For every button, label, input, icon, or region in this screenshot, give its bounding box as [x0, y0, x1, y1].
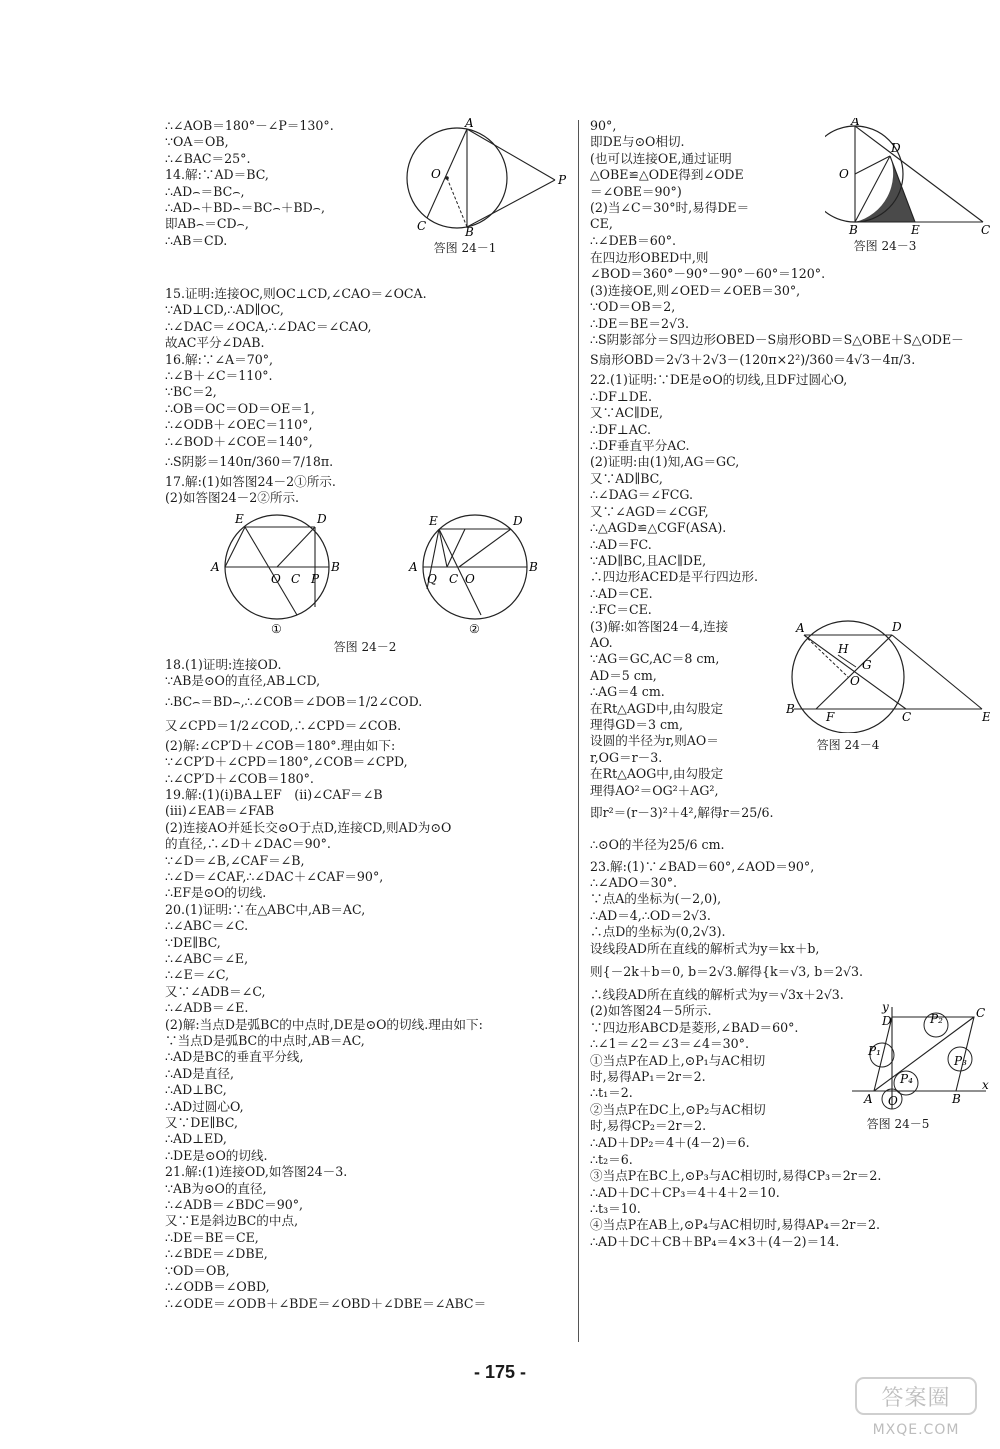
text-line: (3)连接OE,则∠OED＝∠OEB＝30°, — [590, 282, 801, 298]
text-line: (2)如答图24－2②所示. — [165, 490, 300, 506]
text-line: 故AC平分∠DAB. — [165, 335, 265, 351]
text-line: ∴DF⊥AC. — [590, 421, 651, 437]
figure-caption: 答图 24－5 — [866, 1116, 930, 1131]
figure-label: E — [429, 513, 438, 528]
figure-24-3-diagram — [825, 118, 990, 234]
text-line: (2)解:当点D是弧BC的中点时,DE是⊙O的切线.理由如下: — [165, 1016, 483, 1032]
text-line: ∴四边形ACED是平行四边形. — [590, 569, 758, 585]
text-line: 又∵AD∥BC, — [590, 470, 663, 486]
text-line: 14.解:∵AD＝BC, — [165, 167, 269, 183]
text-line: ∴AD⊥BC, — [165, 1082, 227, 1098]
text-line: ∴AD＝FC. — [590, 536, 652, 552]
text-line: 又∵∠AGD＝∠CGF, — [590, 503, 709, 519]
text-line: ∴AD⌢＝BC⌢, — [165, 183, 245, 199]
figure-label: P — [558, 173, 567, 187]
text-line: ∴t₂＝6. — [590, 1151, 633, 1167]
figure-caption: 答图 24－2 — [333, 640, 397, 655]
text-line: ∴AD⌢＋BD⌢＝BC⌢＋BD⌢, — [165, 200, 325, 216]
right-column — [590, 118, 990, 1250]
text-line: ∴t₃＝10. — [590, 1201, 641, 1216]
text-line: ∵AG＝GC,AC＝8 cm, — [590, 651, 720, 667]
text-line: 的直径,∴∠D＋∠DAC＝90°. — [165, 836, 331, 852]
text-line: ∴∠DAC＝∠OCA,∴∠DAC＝∠CAO, — [165, 318, 372, 334]
answer-block-22-3 — [590, 619, 790, 827]
text-line: (3)解:如答图24－4,连接 — [590, 618, 729, 634]
figure-label: A — [864, 1092, 873, 1107]
text-line: ∴∠D＝∠CAF,∴∠DAC＋∠CAF＝90°, — [165, 868, 384, 884]
text-line: (2)如答图24－5所示. — [590, 1003, 712, 1019]
text-line: ∴EF是⊙O的切线. — [165, 885, 267, 901]
text-line: ∴AB＝CD. — [165, 232, 228, 248]
text-line: ∴DE＝BE＝CE, — [165, 1229, 259, 1245]
answer-blocks-18-21 — [165, 657, 570, 1312]
text-line: ∴∠ODB＝∠OBD, — [165, 1279, 270, 1295]
figure-caption: 答图 24－4 — [816, 737, 880, 752]
text-line: ④当点P在AB上,⊙P₄与AC相切时,易得AP₄＝2r＝2. — [590, 1217, 881, 1233]
figure-label: P₁ — [868, 1044, 881, 1059]
text-line: 22.(1)证明:∵DE是⊙O的切线,且DF过圆心O, — [590, 372, 848, 388]
text-line: 21.解:(1)连接OD,如答图24－3. — [165, 1164, 348, 1180]
text-line: ∴AG＝4 cm. — [590, 684, 665, 700]
text-line: ∴∠ADO＝30°. — [590, 874, 678, 890]
watermark-logo — [850, 1372, 990, 1442]
text-line: ∴AD＋DC＋CP₃＝4＋4＋2＝10. — [590, 1184, 780, 1200]
text-line: ∵当点D是弧BC的中点时,AB＝AC, — [165, 1033, 365, 1048]
text-line: ∴∠AOB＝180°－∠P＝130°. — [165, 118, 334, 133]
text-line: 15.证明:连接OC,则OC⊥CD,∠CAO＝∠OCA. — [165, 286, 427, 301]
text-line: ∴∠CP′D＋∠COB＝180°. — [165, 770, 314, 786]
watermark-url: MXQE.COM — [872, 1422, 960, 1438]
text-line: ∴S阴影部分＝S四边形OBED－S扇形OBD＝S△OBE＋S△ODE－ — [590, 332, 964, 348]
figure-label: Q — [427, 571, 437, 586]
figure-label: H — [838, 641, 849, 656]
figure-label: B — [465, 225, 474, 236]
figure-label: G — [862, 657, 872, 672]
text-line: 设线段AD所在直线的解析式为y＝kx＋b, — [590, 940, 820, 956]
text-line: 即r²＝(r－3)²＋4²,解得r＝25/6. — [590, 805, 774, 820]
text-line: 在Rt△AOG中,由勾股定 — [590, 766, 724, 782]
answer-block-21-22 — [590, 250, 990, 619]
text-line: ∵AB是⊙O的直径,AB⊥CD, — [165, 673, 321, 689]
text-line: ∴线段AD所在直线的解析式为y＝√3x＋2√3. — [590, 986, 844, 1002]
page-number: - 175 - — [473, 1362, 527, 1382]
figure-label: B — [529, 559, 538, 574]
text-line: ①当点P在AD上,⊙P₁与AC相切 — [590, 1052, 766, 1068]
text-line: ∠BOD＝360°－90°－90°－60°＝120°. — [590, 266, 826, 282]
text-line: r,OG＝r－3. — [590, 749, 663, 765]
text-line: ∴∠BAC＝25°. — [165, 150, 251, 166]
text-line: ∵BC＝2, — [165, 384, 217, 400]
watermark-title: 答案圈 — [881, 1386, 951, 1411]
text-line: (2)解:∠CP′D＋∠COB＝180°.理由如下: — [165, 737, 396, 753]
text-line: ∵四边形ABCD是菱形,∠BAD＝60°. — [590, 1019, 799, 1035]
figure-label: C — [976, 1006, 986, 1021]
figure-label: D — [882, 1014, 892, 1029]
text-line: 理得AO²＝OG²＋AG², — [590, 782, 719, 798]
text-line: ∴DE＝BE＝2√3. — [590, 315, 689, 331]
text-line: AO. — [590, 634, 613, 650]
text-line: ∴AD是BC的垂直平分线, — [165, 1049, 304, 1065]
text-line: 在四边形OBED中,则 — [590, 250, 709, 265]
text-line: 又∠CPD＝1/2∠COD,∴∠CPD＝∠COB. — [165, 717, 402, 733]
text-line: 即DE与⊙O相切. — [590, 134, 685, 150]
text-line: (2)当∠C＝30°时,易得DE＝ — [590, 200, 750, 216]
text-line: ∴AD＋DC＋CB＋BP₄＝4×3＋(4－2)＝14. — [590, 1233, 840, 1249]
text-line: ∴FC＝CE. — [590, 602, 652, 618]
text-line: ∴∠DEB＝60°. — [590, 232, 677, 248]
text-line: 90°, — [590, 118, 617, 133]
text-line: ∴∠ADB＝∠BDC＝90°, — [165, 1197, 304, 1213]
figure-label: B — [952, 1092, 961, 1107]
figure-label: C — [981, 223, 990, 234]
text-line: 则{－2k＋b＝0, b＝2√3.解得{k＝√3, b＝2√3. — [590, 963, 863, 979]
figure-label: B — [849, 223, 858, 234]
column-divider — [578, 120, 579, 1342]
figure-label: P₂ — [930, 1012, 943, 1027]
text-line: ∵DE∥BC, — [165, 934, 221, 950]
text-line: △OBE≌△ODE得到∠ODE — [590, 167, 744, 183]
text-line: ∴BC⌢＝BD⌢,∴∠COB＝∠DOB＝1/2∠COD. — [165, 693, 423, 709]
text-line: 在Rt△AGD中,由勾股定 — [590, 700, 724, 716]
text-line: ∵OD＝OB, — [165, 1262, 230, 1278]
text-line: (2)证明:由(1)知,AG＝GC, — [590, 454, 740, 470]
text-line: 设圆的半径为r,则AO＝ — [590, 733, 719, 749]
figure-label: x — [982, 1078, 989, 1093]
text-line: ∵AD⊥CD,∴AD∥OC, — [165, 302, 284, 318]
text-line: ∴∠ABC＝∠E, — [165, 950, 249, 966]
answer-block-21-cont — [590, 118, 800, 249]
answer-block-23-2 — [590, 1003, 830, 1134]
figure-sublabel: ① — [271, 621, 282, 635]
text-line: 又∵AC∥DE, — [590, 405, 664, 421]
text-line: ∴⊙O的半径为25/6 cm. — [590, 836, 725, 852]
figure-24-2-diagram — [165, 507, 565, 635]
text-line: ∴AD＝4,∴OD＝2√3. — [590, 907, 711, 923]
text-line: ∴AD⊥ED, — [165, 1131, 227, 1147]
text-line: AD＝5 cm, — [590, 667, 657, 683]
figure-label: P₄ — [900, 1072, 913, 1087]
text-line: 时,易得AP₁＝2r＝2. — [590, 1069, 706, 1084]
figure-24-1-diagram — [395, 118, 575, 236]
figure-caption: 答图 24－1 — [433, 241, 497, 256]
text-line: (ⅲ)∠EAB＝∠FAB — [165, 803, 275, 819]
text-line: ∵∠D＝∠B,∠CAF＝∠B, — [165, 852, 305, 868]
figure-label: C — [291, 571, 301, 586]
text-line: ∴S阴影＝140π/360＝7/18π. — [165, 454, 334, 470]
figure-label: A — [211, 559, 220, 574]
text-line: ∴∠BOD＋∠COE＝140°, — [165, 433, 313, 449]
figure-24-3 — [825, 118, 990, 254]
text-line: 20.(1)证明:∵在△ABC中,AB＝AC, — [165, 901, 366, 917]
text-line: ∴∠BDE＝∠DBE, — [165, 1246, 268, 1262]
text-line: ∴OB＝OC＝OD＝OE＝1, — [165, 400, 315, 416]
text-line: ∴△AGD≌△CGF(ASA). — [590, 520, 727, 536]
text-line: ∴DF⊥DE. — [590, 388, 652, 404]
text-line: ∴AD＋DP₂＝4＋(4－2)＝6. — [590, 1135, 750, 1151]
figure-label: D — [317, 511, 327, 526]
figure-label: D — [891, 141, 901, 155]
text-line: 理得GD＝3 cm, — [590, 716, 683, 732]
text-line: ∴∠B＋∠C＝110°. — [165, 368, 273, 384]
text-line: 23.解:(1)∵∠BAD＝60°,∠AOD＝90°, — [590, 858, 815, 874]
text-line: ＝∠OBE＝90°) — [590, 183, 682, 199]
figure-24-5 — [848, 1003, 990, 1131]
text-line: 即AB⌢＝CD⌢, — [165, 216, 249, 232]
figure-24-2 — [165, 507, 570, 657]
figure-label: A — [465, 118, 474, 130]
figure-label: C — [417, 219, 427, 233]
text-line: ∵AD∥BC,且AC∥DE, — [590, 552, 707, 568]
text-line: ∴∠E＝∠C, — [165, 967, 230, 983]
text-line: (2)连接AO并延长交⊙O于点D,连接CD,则AD为⊙O — [165, 819, 452, 835]
text-line: ∴∠ADB＝∠E. — [165, 1000, 249, 1016]
text-line: ∴DF垂直平分AC. — [590, 438, 690, 454]
figure-label: D — [513, 513, 523, 528]
text-line: ∴AD过圆心O, — [165, 1098, 244, 1114]
figure-label: y — [882, 1003, 889, 1015]
text-line: CE, — [590, 216, 613, 232]
figure-label: P — [311, 571, 320, 586]
text-line: ∵AB为⊙O的直径, — [165, 1180, 267, 1196]
figure-label: A — [851, 118, 860, 128]
text-line: 19.解:(1)(ⅰ)BA⊥EF (ⅱ)∠CAF＝∠B — [165, 786, 383, 802]
text-line: 又∵DE∥BC, — [165, 1115, 238, 1131]
text-line: 18.(1)证明:连接OD. — [165, 656, 282, 672]
figure-label: B — [786, 701, 795, 716]
figure-label: E — [982, 709, 990, 724]
answer-block-22-end — [590, 831, 990, 1004]
text-line: (也可以连接OE,通过证明 — [590, 150, 732, 166]
text-line: 16.解:∵∠A＝70°, — [165, 351, 274, 367]
text-line: 17.解:(1)如答图24－2①所示. — [165, 474, 336, 490]
figure-label: O — [271, 571, 281, 586]
figure-caption: 答图 24－3 — [853, 239, 917, 254]
figure-label: A — [409, 559, 418, 574]
figure-24-5-diagram — [848, 1003, 990, 1111]
text-line: ∵点A的坐标为(－2,0), — [590, 891, 722, 907]
figure-label: O — [839, 167, 849, 181]
text-line: ∴∠DAG＝∠FCG. — [590, 487, 693, 503]
text-line: 又∵E是斜边BC的中点, — [165, 1213, 299, 1229]
figure-label: C — [902, 709, 912, 724]
figure-24-4-diagram — [786, 619, 990, 733]
text-line: ∴∠1＝∠2＝∠3＝∠4＝30°. — [590, 1036, 749, 1052]
text-line: ③当点P在BC上,⊙P₃与AC相切时,易得CP₃＝2r＝2. — [590, 1168, 882, 1184]
figure-sublabel: ② — [469, 621, 480, 635]
text-line: ∵OD＝OB＝2, — [590, 299, 676, 315]
text-line: ∴AD＝CE. — [590, 585, 653, 601]
text-line: ∴∠ABC＝∠C. — [165, 918, 249, 934]
figure-label: P₃ — [954, 1054, 967, 1069]
figure-label: E — [911, 223, 920, 234]
text-line: 又∵∠ADB＝∠C, — [165, 983, 266, 999]
text-line: ∴∠ODB＋∠OEC＝110°, — [165, 417, 313, 433]
text-line: ∴t₁＝2. — [590, 1085, 633, 1101]
text-line: ∴点D的坐标为(0,2√3). — [590, 924, 726, 940]
answer-block-23-end — [590, 1135, 990, 1250]
figure-label: C — [449, 571, 459, 586]
figure-24-4 — [786, 619, 990, 753]
text-line: ②当点P在DC上,⊙P₂与AC相切 — [590, 1101, 766, 1117]
text-line: ∴AD是直径, — [165, 1065, 234, 1081]
text-line: ∴∠ODE＝∠ODB＋∠BDE＝∠OBD＋∠DBE＝∠ABC＝ — [165, 1295, 487, 1311]
figure-label: A — [796, 620, 805, 635]
text-line: 时,易得CP₂＝2r＝2. — [590, 1118, 707, 1134]
text-line: ∴DE是⊙O的切线. — [165, 1147, 268, 1163]
figure-label: B — [331, 559, 340, 574]
figure-label: F — [826, 709, 835, 724]
text-line: ∵∠CP′D＋∠CPD＝180°,∠COB＝∠CPD, — [165, 754, 408, 770]
figure-label: O — [465, 571, 475, 586]
text-line: S扇形OBD＝2√3＋2√3－(120π×2²)/360＝4√3－4π/3. — [590, 352, 916, 368]
left-column — [165, 118, 570, 1312]
figure-label: O — [850, 673, 860, 688]
figure-label: O — [431, 167, 441, 181]
figure-label: E — [235, 511, 244, 526]
figure-24-1 — [395, 118, 575, 256]
figure-label: O — [888, 1094, 898, 1109]
answer-block-14 — [165, 118, 395, 249]
text-line: ∵OA＝OB, — [165, 134, 229, 150]
figure-label: D — [892, 619, 902, 634]
